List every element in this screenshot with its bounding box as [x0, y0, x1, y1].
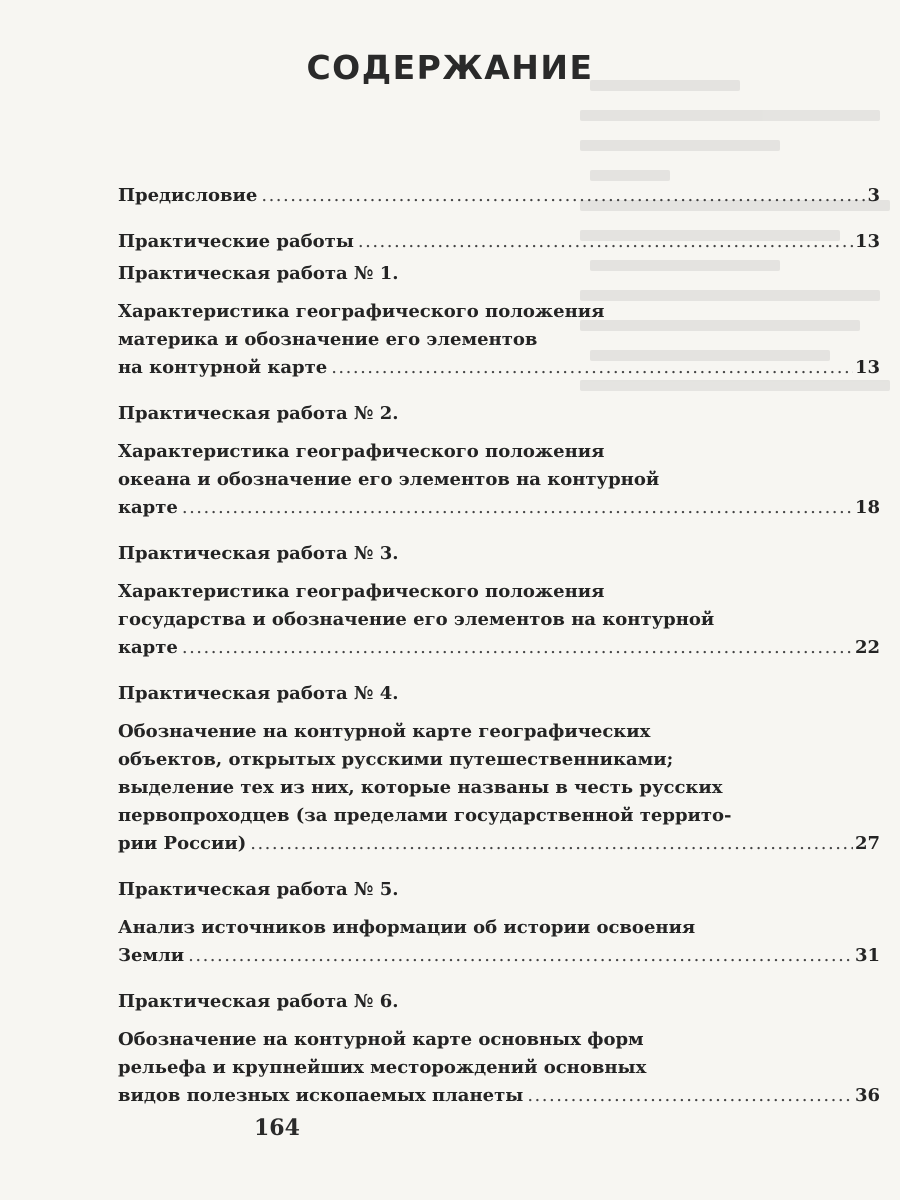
work-title-line: материка и обозначение его элементов: [118, 329, 538, 350]
page-number: 18: [854, 497, 880, 518]
dot-leader: [261, 182, 865, 210]
toc-entry-title: Предисловие: [118, 185, 258, 206]
work-title-line: видов полезных ископаемых планеты: [118, 1085, 524, 1106]
work-title-line: Обозначение на контурной карте географических: [118, 721, 651, 742]
work-title-line: карте: [118, 637, 178, 658]
work-heading: Практическая работа № 5.: [118, 879, 399, 900]
work-heading: Практическая работа № 3.: [118, 543, 399, 564]
toc-entry-work-5[interactable]: [118, 876, 880, 970]
table-of-contents: [118, 182, 880, 1128]
page-number: 22: [854, 637, 880, 658]
page-number: 31: [854, 945, 880, 966]
toc-line: [118, 830, 880, 858]
toc-line: [118, 1082, 880, 1110]
page-number: 36: [854, 1085, 880, 1106]
dot-leader: [358, 228, 853, 256]
dot-leader: [527, 1082, 853, 1110]
toc-entry-work-2[interactable]: [118, 400, 880, 522]
toc-entry-work-4[interactable]: [118, 680, 880, 858]
work-heading: Практическая работа № 2.: [118, 403, 399, 424]
work-title-line: Анализ источников информации об истории освоения: [118, 917, 696, 938]
folio-page-number: 164: [254, 1115, 300, 1141]
page-number: 27: [854, 833, 880, 854]
work-title-line: выделение тех из них, которые названы в честь русских: [118, 777, 723, 798]
page-number: 13: [854, 357, 880, 378]
toc-line: [118, 494, 880, 522]
toc-line: [118, 354, 880, 382]
work-title-line: карте: [118, 497, 178, 518]
work-title-line: рии России): [118, 833, 247, 854]
toc-entry-work-6[interactable]: [118, 988, 880, 1110]
page-number: 13: [854, 231, 880, 252]
toc-entry-work-1[interactable]: [118, 260, 880, 382]
work-title-line: Обозначение на контурной карте основных форм: [118, 1029, 644, 1050]
page-title: СОДЕРЖАНИЕ: [306, 48, 594, 87]
toc-line: [118, 942, 880, 970]
work-heading: Практическая работа № 6.: [118, 991, 399, 1012]
dot-leader: [250, 830, 853, 858]
work-title-line: Характеристика географического положения: [118, 581, 605, 602]
toc-entry-title: Практические работы: [118, 231, 354, 252]
work-title-line: на контурной карте: [118, 357, 328, 378]
toc-entry-work-3[interactable]: [118, 540, 880, 662]
dot-leader: [182, 494, 853, 522]
work-title-line: Характеристика географического положения: [118, 441, 605, 462]
work-title-line: рельефа и крупнейших месторождений основных: [118, 1057, 647, 1078]
work-title-line: Характеристика географического положения: [118, 301, 605, 322]
work-title-line: объектов, открытых русскими путешественниками;: [118, 749, 674, 770]
dot-leader: [188, 942, 853, 970]
dot-leader: [331, 354, 853, 382]
work-title-line: океана и обозначение его элементов на контурной: [118, 469, 660, 490]
toc-entry-practical-works[interactable]: [118, 228, 880, 256]
work-heading: Практическая работа № 4.: [118, 683, 399, 704]
toc-entry-preface[interactable]: [118, 182, 880, 210]
page-number: 3: [867, 185, 880, 206]
work-title-line: первопроходцев (за пределами государственной террито-: [118, 805, 732, 826]
dot-leader: [182, 634, 853, 662]
work-title-line: государства и обозначение его элементов на контурной: [118, 609, 715, 630]
work-heading: Практическая работа № 1.: [118, 263, 399, 284]
toc-line: [118, 634, 880, 662]
toc-line: [118, 182, 880, 210]
toc-line: [118, 228, 880, 256]
work-title-line: Земли: [118, 945, 185, 966]
